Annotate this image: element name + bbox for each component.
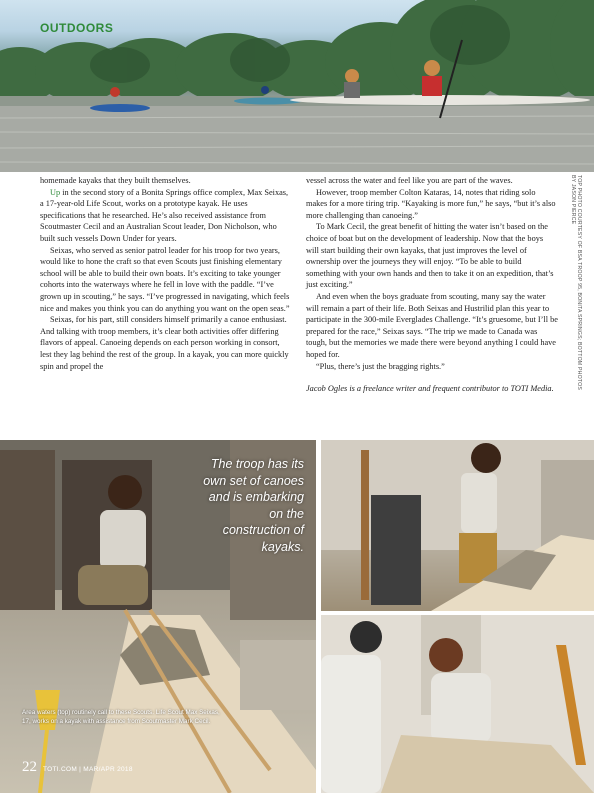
paragraph <box>40 187 293 245</box>
paragraph: homemade kayaks that they built themselves. <box>40 176 191 185</box>
photo-credit: TOP PHOTO COURTESY OF BSA TROOP 95, BONITA SPRINGS; BOTTOM PHOTOS BY JASON PIERCE <box>570 175 582 390</box>
photo-caption: Area waters (top) routinely call to these Scouts. Life Scout Max Seixas, 17, works on a kayak with assistance from Scoutmaster Mark Cecil. <box>22 709 220 726</box>
lead-word: Up <box>50 187 61 197</box>
publication-name: TOTI.COM | MAR/APR 2018 <box>43 766 133 773</box>
paragraph: vessel across the water and feel like you are part of the waves. <box>306 176 513 185</box>
article-right-column <box>306 175 558 395</box>
page-number: 22 <box>22 759 37 775</box>
paragraph-text: in the second story of a Bonita Springs office complex, Max Seixas, a 17-year-old Life Scout, works on a prototype kayak. He uses specifications that he researched. He’s also received assistance from Scoutmaster Cecil and an Australian Scout leader, Don Nicholson, who built such vessels Down Under for years. <box>40 187 289 243</box>
page-folio <box>22 758 133 776</box>
workshop-illustration-3 <box>321 615 594 793</box>
workshop-photo-top-right <box>321 440 594 611</box>
paragraph: “Plus, there’s just the bragging rights.” <box>316 361 445 371</box>
paragraph: Seixas, for his part, still considers himself primarily a canoe enthusiast. And talking with troop members, it’s clear both activities offer differing flavors of appeal. Canoeing depends on each person working in consort, lest they lag behind the rest of the group. In a kayak, you can more quickly spin and propel the <box>40 315 289 371</box>
section-label: OUTDOORS <box>40 21 114 35</box>
paragraph: However, troop member Colton Kataras, 14, notes that riding solo makes for a more tiring trip. “Kayaking is more fun,” he says, “but it’s also more challenging than canoeing.” <box>306 187 556 220</box>
workshop-photo-bottom-right <box>321 615 594 793</box>
top-photo-kayakers <box>0 0 594 172</box>
workshop-photo-large <box>0 440 316 793</box>
article-left-column <box>40 175 293 372</box>
author-byline: Jacob Ogles is a freelance writer and frequent contributor to TOTI Media. <box>306 384 554 394</box>
paragraph: Seixas, who served as senior patrol leader for his troop for two years, would like to hone the craft so that even Scouts just finishing elementary school will be able to build their own boats. It’s exciting to take younger cohorts into the waterways where he fell in love with the paddle. “I’ve grown up in scouting,” he says. “I’ve progressed in navigating, which feels nice and makes you think you can do anything you want on the open seas.” <box>40 245 290 313</box>
workshop-illustration-2 <box>321 440 594 611</box>
paragraph: And even when the boys graduate from scouting, many say the water will remain a part of their life. Both Seixas and Hustrilid plan this year to participate in the 300-mile Everglades Challenge. “It’s gruesome, but I’ll be prepared for the race,” Seixas says. “The trip we made to Canada was tough, but the memories we made there were beyond anything I could have hoped for. <box>306 291 558 359</box>
pull-quote: The troop has its own set of canoes and is embarking on the construction of kayaks. <box>203 457 304 554</box>
paragraph: To Mark Cecil, the great benefit of hitting the water isn’t based on the choice of boat but on the development of leadership. Now that the boys will start building their own kayaks, that just improves the level of ownership over the journeys they will enjoy. “To be able to build something with your own hands and then to take it on an expedition, that’s just exciting.” <box>306 222 554 290</box>
